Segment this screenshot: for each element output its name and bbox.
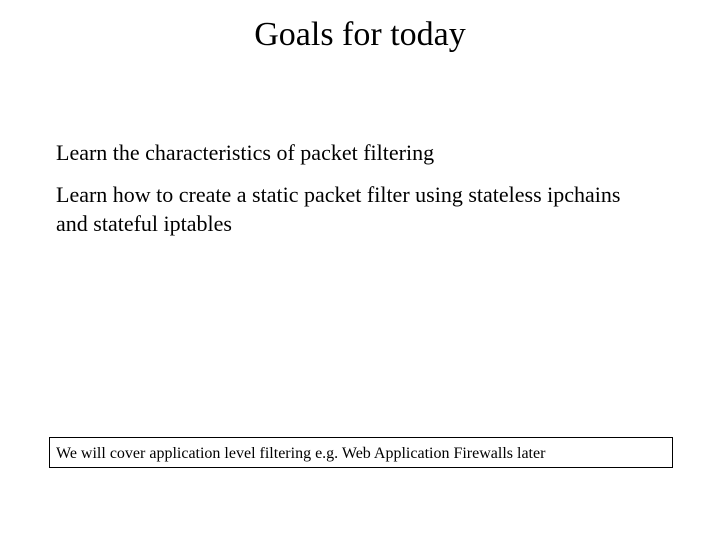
bullet-item: Learn how to create a static packet filter using stateless ipchains and stateful iptables [56,182,621,236]
bullet-list [56,138,656,251]
note-box: We will cover application level filtering e.g. Web Application Firewalls later [49,437,673,468]
bullet-item: Learn the characteristics of packet filtering [56,140,435,165]
slide-title: Goals for today [254,16,466,53]
